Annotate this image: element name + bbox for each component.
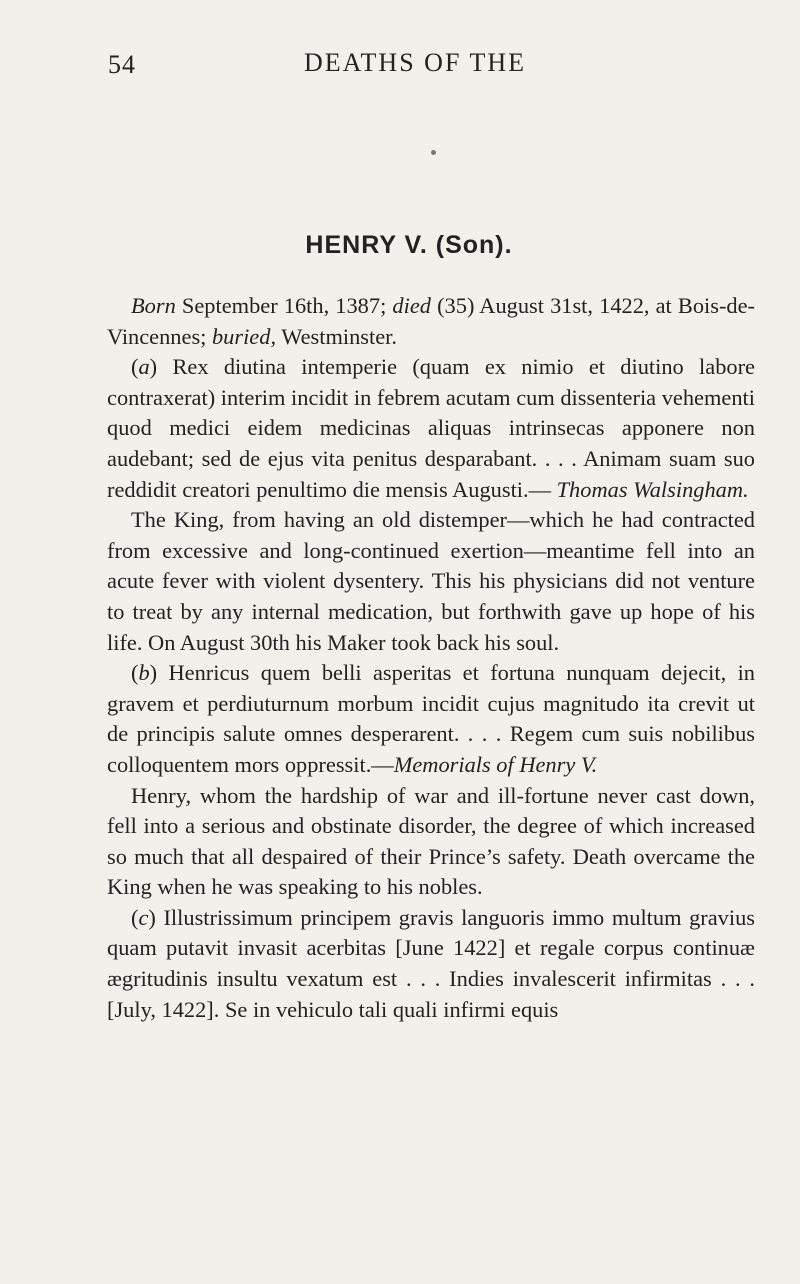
buried-text: Westminster. [276, 323, 397, 349]
passage-c-latin-text: Illustrissimum principem gravis languoris immo multum gravius quam putavit invasit acerbitas [June 1422] et regale corpus continuæ ægritudinis insultu vexatum est . . . Indies invalescerit infirmitas . . . [July, 1422]. Se in vehiculo tali quali infirmi equis [107, 904, 755, 1022]
page-number: 54 [108, 50, 136, 79]
running-head: DEATHS OF THE [304, 48, 526, 77]
born-text: September 16th, 1387; [175, 293, 393, 318]
passage-a-marker: a [138, 354, 150, 380]
passage-a-source: Thomas Walsingham. [556, 476, 749, 502]
passage-a-latin: (a) Rex diutina intemperie (quam ex nimio et diutino labore contraxerat) interim incidit in febrem acutam cum dissenteria vehementi quod medici eidem medicinas aliquas intrinsecas apponere non audebant; sed de ejus vita penitus desparabant. . . . Animam suam suo reddidit creatori penultimo die mensis Augusti.— Thomas Walsingham. [107, 354, 755, 502]
died-text: (35) August 31st, 1422, at Bois-de-Vincennes; [107, 293, 755, 349]
passage-a-latin-text: Rex diutina intemperie (quam ex nimio et diutino labore contraxerat) interim incidit in febrem acutam cum dissenteria vehementi quod medici eidem medicinas aliquas intrinsecas apponere non audebant; sed de ejus vita penitus desparabant. . . . Animam suam suo reddidit creatori penultimo die mensis Augusti.— [107, 354, 755, 502]
passage-c-latin: (c) Illustrissimum principem gravis languoris immo multum gravius quam putavit invasit acerbitas [June 1422] et regale corpus continuæ ægritudinis insultu vexatum est . . . Indies invalescerit infirmitas . . . [July, 1422]. Se in vehiculo tali quali infirmi equis [107, 904, 755, 1022]
passage-b-source: Memorials of Henry V. [393, 751, 598, 777]
passage-b-latin-text: Henricus quem belli asperitas et fortuna nunquam dejecit, in gravem et perdiuturnum morbum incidit cujus magnitudo ita crevit ut de principis salute omnes desperarent. . . . Regem cum suis nobilibus colloquentem mors oppressit.— [107, 660, 755, 777]
passage-c-marker: c [138, 904, 149, 930]
passage-b-latin: (b) Henricus quem belli asperitas et fortuna nunquam dejecit, in gravem et perdiuturnum morbum incidit cujus magnitudo ita crevit ut de principis salute omnes desperarent. . . . Regem cum suis nobilibus colloquentem mors oppressit.—Memorials of Henry V. [107, 660, 755, 777]
died-label: died [392, 293, 431, 318]
passage-b-translation: Henry, whom the hardship of war and ill-fortune never cast down, fell into a serious and obstinate disorder, the degree of which increased so much that all despaired of their Prince’s safety. Death overcame the King when he was speaking to his nobles. [107, 782, 755, 900]
passage-b-marker: b [138, 660, 150, 686]
body-text [107, 291, 755, 1025]
born-label: Born [131, 293, 176, 318]
buried-label: buried, [211, 323, 277, 349]
passage-a-translation: The King, from having an old distemper—which he had contracted from excessive and long-continued exertion—meantime fell into an acute fever with violent dysentery. This his physicians did not venture to treat by any internal medication, but forthwith gave up hope of his life. On August 30th his Maker took back his soul. [107, 507, 755, 655]
entry-vitals [107, 291, 755, 352]
ornament-dot [431, 150, 436, 155]
section-title: HENRY V. (Son). [305, 231, 513, 259]
